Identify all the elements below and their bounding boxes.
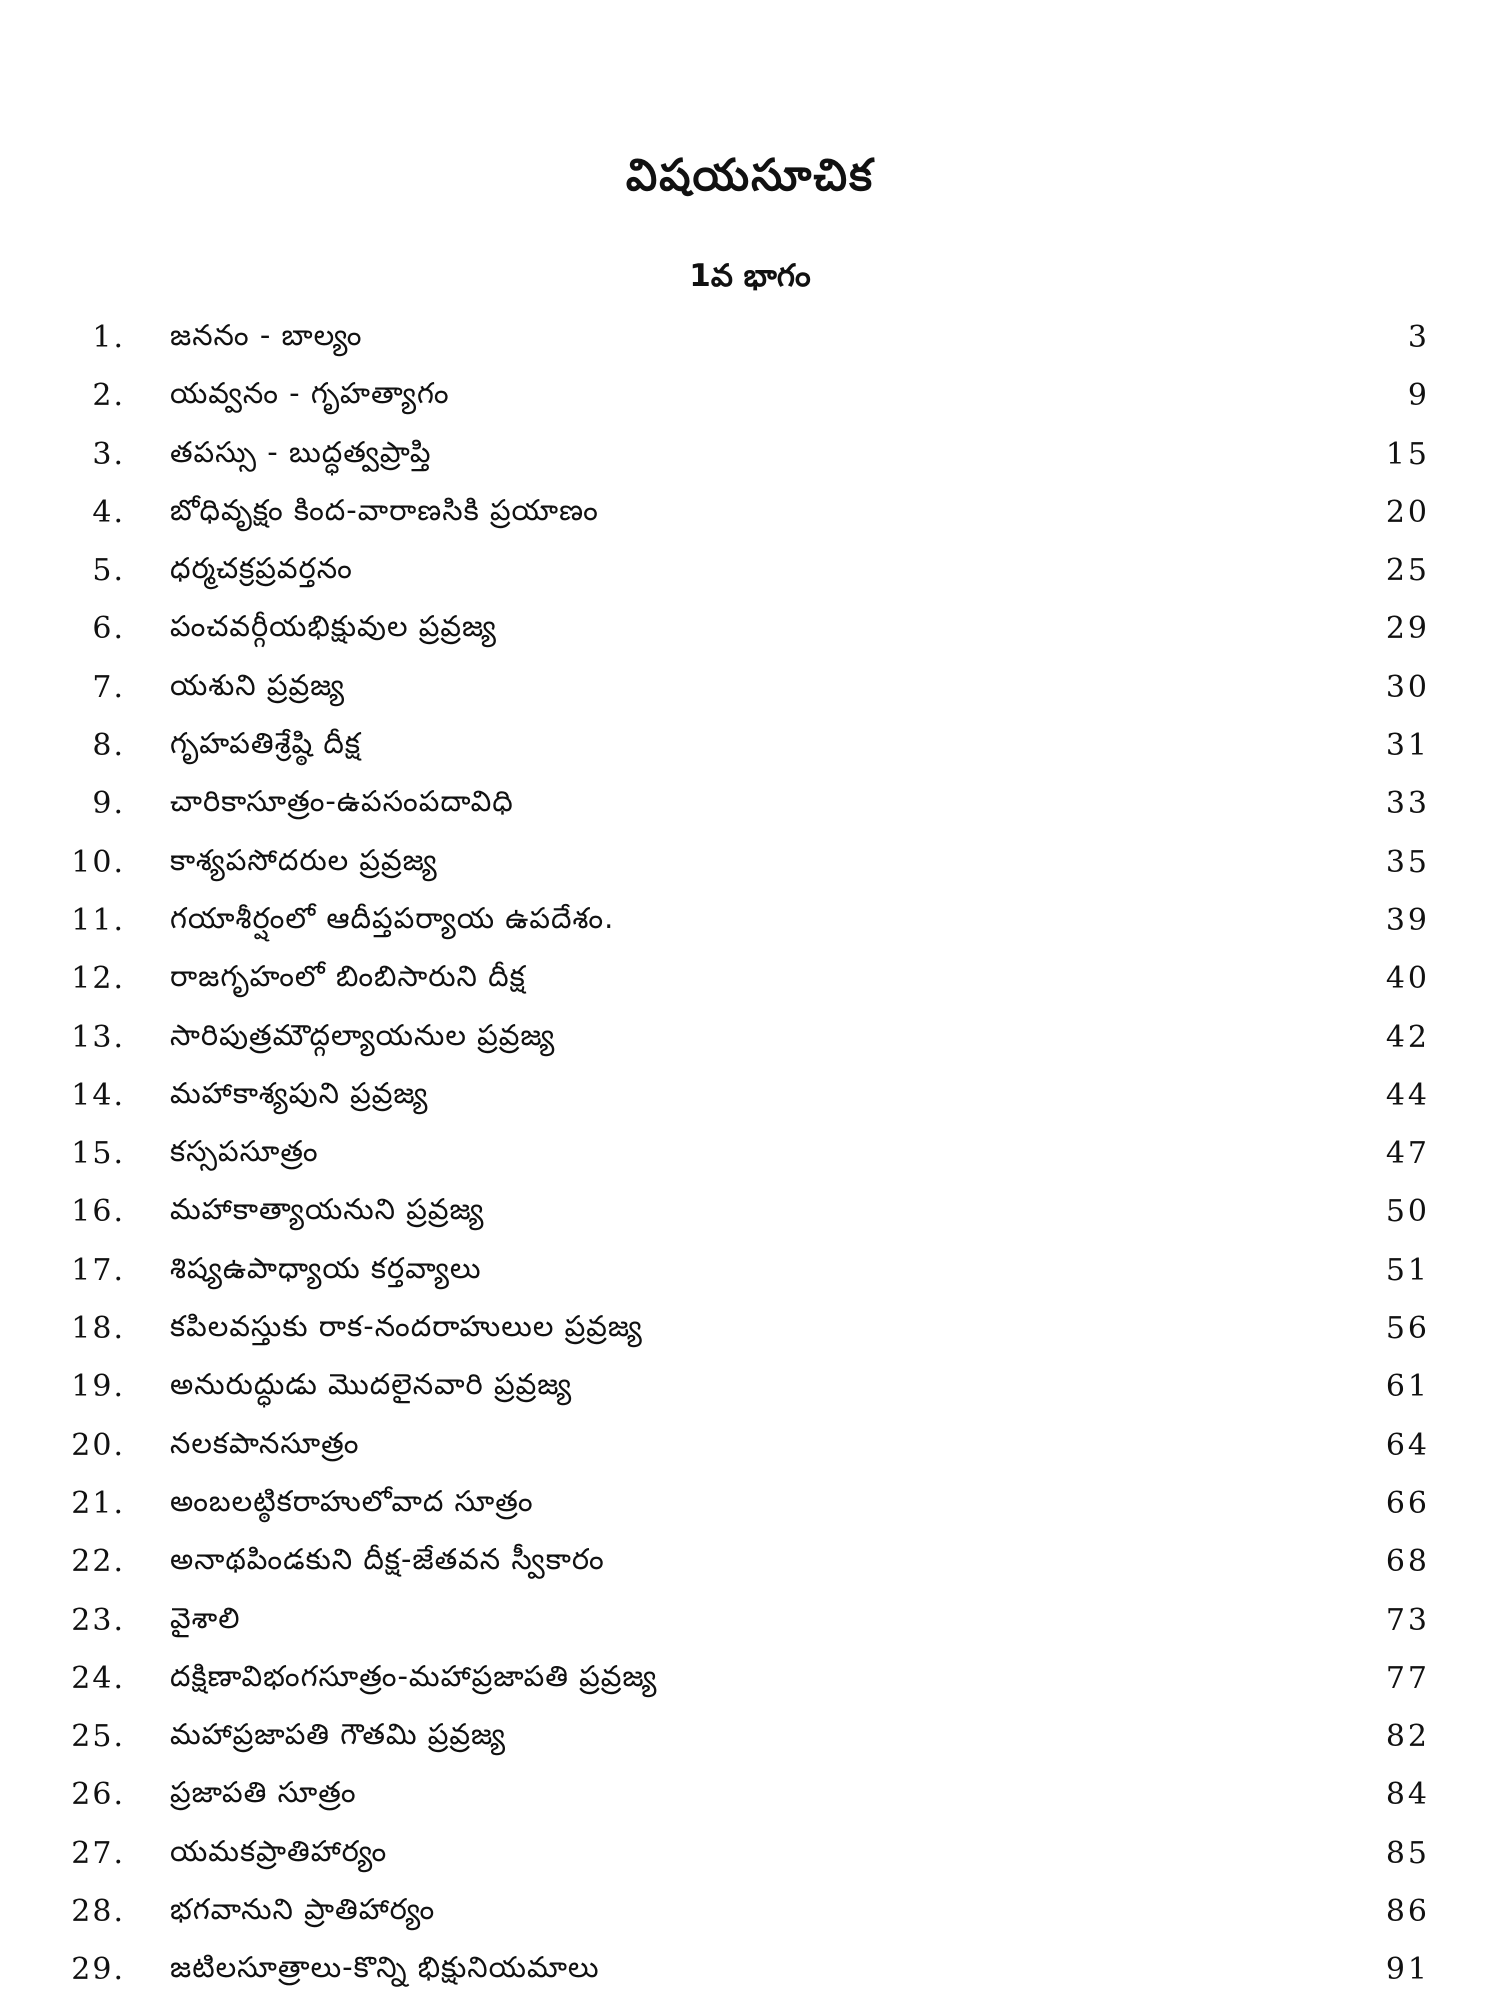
toc-entry-page-number: 39: [1385, 902, 1430, 938]
toc-entry-page-number: 68: [1385, 1544, 1430, 1580]
toc-entry-title: దక్షిణావిభంగసూత్రం-మహాప్రజాపతి ప్రవ్రజ్య: [170, 1658, 658, 1693]
toc-entry-title: కాశ్యపసోదరుల ప్రవ్రజ్య: [170, 842, 438, 877]
toc-entry-title: వైశాలి: [170, 1600, 241, 1635]
toc-entry: [0, 1711, 1500, 1769]
toc-entry-page-number: 85: [1385, 1835, 1430, 1871]
toc-entry-number: 21.: [71, 1485, 125, 1521]
toc-entry-page-number: 20: [1385, 494, 1430, 530]
toc-entry: [0, 312, 1500, 370]
toc-entry-page-number: 64: [1385, 1427, 1430, 1463]
toc-entry: [0, 429, 1500, 487]
toc-entry-number: 9.: [92, 786, 125, 822]
toc-entry-page-number: 91: [1385, 1952, 1430, 1988]
toc-entry-number: 23.: [71, 1602, 125, 1638]
toc-entry-number: 24.: [71, 1660, 125, 1696]
toc-entry: [0, 1012, 1500, 1070]
toc-entry-number: 10.: [71, 844, 125, 880]
toc-entry-page-number: 73: [1385, 1602, 1430, 1638]
toc-entry-title: రాజగృహంలో బింబిసారుని దీక్ష: [170, 959, 526, 994]
toc-entry: [0, 487, 1500, 545]
toc-entry-page-number: 29: [1385, 611, 1430, 647]
toc-entry-title: జటిలసూత్రాలు-కొన్ని భిక్షునియమాలు: [170, 1950, 600, 1985]
toc-entry-number: 1.: [92, 320, 125, 355]
toc-entry-title: యశుని ప్రవ్రజ్య: [170, 667, 346, 702]
toc-entry-title: అనురుద్ధుడు మొదలైనవారి ప్రవ్రజ్య: [170, 1367, 573, 1402]
toc-entry: [0, 1245, 1500, 1303]
toc-entry-page-number: 56: [1385, 1311, 1430, 1347]
toc-entry-title: భగవానుని ప్రాతిహార్యం: [170, 1892, 436, 1927]
toc-entry-title: ప్రజాపతి సూత్రం: [170, 1775, 357, 1810]
toc-entry: [0, 837, 1500, 895]
toc-entry-page-number: 50: [1385, 1194, 1430, 1230]
toc-entry-title: మహాకాత్యాయనుని ప్రవ్రజ్య: [170, 1192, 485, 1227]
toc-entry-title: తపస్సు - బుద్ధత్వప్రాప్తి: [170, 434, 432, 469]
toc-entry-number: 22.: [71, 1544, 125, 1580]
toc-entry: [0, 1828, 1500, 1886]
toc-entry-number: 27.: [71, 1835, 125, 1871]
toc-entry-number: 26.: [71, 1777, 125, 1813]
toc-entry-number: 28.: [71, 1894, 125, 1930]
toc-entry-title: సారిపుత్రమౌద్గల్యాయనుల ప్రవ్రజ్య: [170, 1017, 556, 1052]
toc-entry-title: మహాప్రజాపతి గౌతమి ప్రవ్రజ్య: [170, 1717, 507, 1752]
toc-entry-page-number: 30: [1385, 669, 1430, 705]
toc-entry-title: గయాశీర్షంలో ఆదీప్తపర్యాయ ఉపదేశం.: [170, 900, 615, 935]
toc-entry: [0, 778, 1500, 836]
toc-entry-title: అనాథపిండకుని దీక్ష-జేతవన స్వీకారం: [170, 1542, 605, 1577]
toc-entry-title: గృహపతిశ్రేష్ఠి దీక్ష: [170, 726, 362, 761]
toc-entry-title: కపిలవస్తుకు రాక-నందరాహులుల ప్రవ్రజ్య: [170, 1309, 643, 1344]
toc-entry-page-number: 84: [1385, 1777, 1430, 1813]
toc-entry-page-number: 9: [1407, 378, 1430, 414]
toc-entry: [0, 662, 1500, 720]
toc-entry-number: 13.: [71, 1019, 125, 1055]
toc-entry: [0, 1886, 1500, 1944]
toc-entry-title: నలకపానసూత్రం: [170, 1425, 360, 1460]
toc-entry-number: 11.: [71, 902, 125, 938]
toc-entry: [0, 1361, 1500, 1419]
toc-entry-page-number: 77: [1385, 1660, 1430, 1696]
toc-entry-title: యమకప్రాతిహార్యం: [170, 1833, 388, 1868]
toc-entry: [0, 1303, 1500, 1361]
toc-entry: [0, 1128, 1500, 1186]
toc-entry-title: శిష్యఉపాధ్యాయ కర్తవ్యాలు: [170, 1250, 482, 1285]
toc-entry: [0, 1769, 1500, 1827]
toc-entry-page-number: 3: [1407, 320, 1430, 355]
toc-entry-number: 15.: [71, 1136, 125, 1172]
toc-entry-number: 5.: [92, 553, 125, 589]
toc-entry-title: కస్సపసూత్రం: [170, 1134, 319, 1169]
toc-entry-number: 6.: [92, 611, 125, 647]
toc-entry: [0, 1478, 1500, 1536]
toc-entry: [0, 1420, 1500, 1478]
toc-entry: [0, 953, 1500, 1011]
toc-entry: [0, 720, 1500, 778]
toc-entry-number: 4.: [92, 494, 125, 530]
page-title: విషయసూచిక: [625, 150, 875, 201]
part-heading: 1వ భాగం: [689, 258, 811, 294]
toc-entry-page-number: 47: [1385, 1136, 1430, 1172]
toc-entry-page-number: 42: [1385, 1019, 1430, 1055]
toc-entry: [0, 1653, 1500, 1711]
toc-entry-number: 8.: [92, 728, 125, 764]
toc-entry-number: 16.: [71, 1194, 125, 1230]
toc-entry-number: 20.: [71, 1427, 125, 1463]
toc-entry-number: 3.: [92, 436, 125, 472]
toc-entry-number: 29.: [71, 1952, 125, 1988]
toc-entry-page-number: 51: [1385, 1252, 1430, 1288]
toc-entry-page-number: 35: [1385, 844, 1430, 880]
toc-entry: [0, 895, 1500, 953]
toc-entry: [0, 1536, 1500, 1594]
toc-entry: [0, 1070, 1500, 1128]
toc-entry-title: మహాకాశ్యపుని ప్రవ్రజ్య: [170, 1075, 429, 1110]
toc-entry-page-number: 31: [1385, 728, 1430, 764]
toc-entry-number: 17.: [71, 1252, 125, 1288]
toc-entry-number: 19.: [71, 1369, 125, 1405]
toc-entry: [0, 1186, 1500, 1244]
toc-entry-page-number: 44: [1385, 1077, 1430, 1113]
toc-entry: [0, 1595, 1500, 1653]
toc-entry-page-number: 33: [1385, 786, 1430, 822]
toc-entry-number: 25.: [71, 1719, 125, 1755]
toc-entry: [0, 545, 1500, 603]
toc-entry: [0, 603, 1500, 661]
table-of-contents: [0, 312, 1500, 2003]
toc-entry-title: చారికాసూత్రం-ఉపసంపదావిధి: [170, 784, 514, 819]
toc-entry-title: ధర్మచక్రప్రవర్తనం: [170, 551, 353, 586]
toc-entry-number: 2.: [92, 378, 125, 414]
toc-entry-title: యవ్వనం - గృహత్యాగం: [170, 376, 450, 411]
toc-entry-page-number: 61: [1385, 1369, 1430, 1405]
toc-entry-page-number: 82: [1385, 1719, 1430, 1755]
toc-entry-page-number: 66: [1385, 1485, 1430, 1521]
toc-entry-page-number: 40: [1385, 961, 1430, 997]
toc-entry-number: 7.: [92, 669, 125, 705]
toc-entry-title: పంచవర్గీయభిక్షువుల ప్రవ్రజ్య: [170, 609, 497, 644]
toc-entry-page-number: 25: [1385, 553, 1430, 589]
toc-entry-number: 18.: [71, 1311, 125, 1347]
toc-entry-title: జననం - బాల్యం: [170, 318, 363, 352]
toc-entry: [0, 370, 1500, 428]
toc-entry-number: 14.: [71, 1077, 125, 1113]
toc-entry-number: 12.: [71, 961, 125, 997]
toc-entry-page-number: 86: [1385, 1894, 1430, 1930]
toc-entry-page-number: 15: [1385, 436, 1430, 472]
toc-entry-title: అంబలట్ఠికరాహులోవాద సూత్రం: [170, 1483, 534, 1518]
toc-entry-title: బోధివృక్షం కింద-వారాణసికి ప్రయాణం: [170, 492, 599, 527]
toc-entry: [0, 1944, 1500, 2002]
